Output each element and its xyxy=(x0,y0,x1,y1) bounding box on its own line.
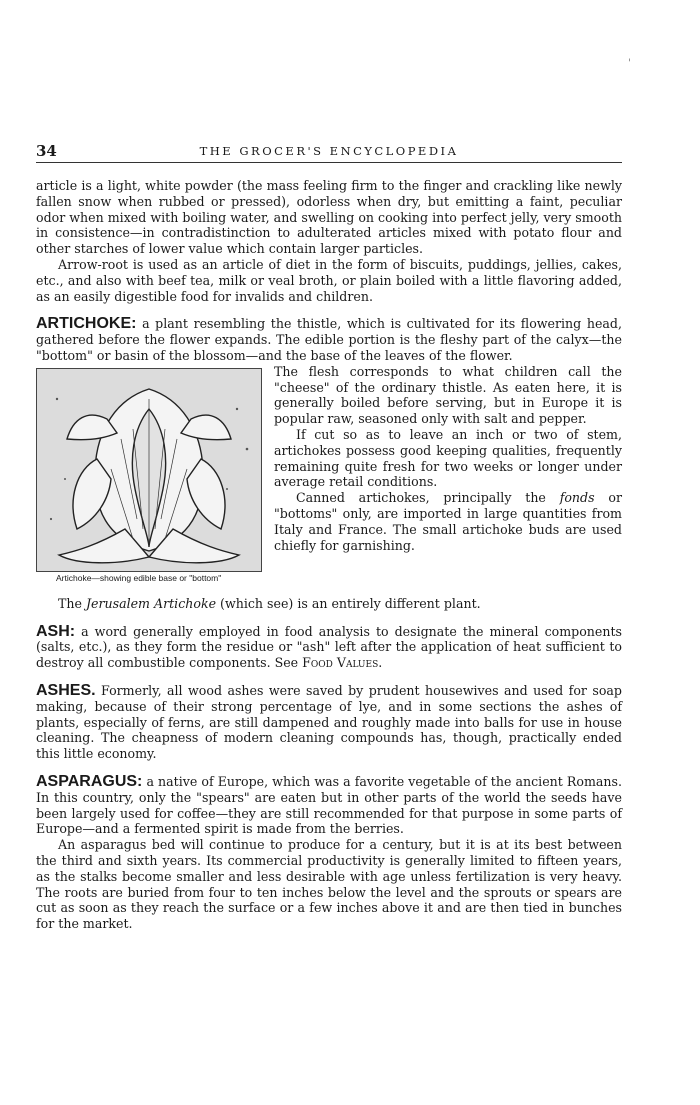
entry-ashes xyxy=(36,683,622,762)
cross-reference: Food Values. xyxy=(302,655,383,671)
entry-asparagus xyxy=(36,774,622,932)
entry-artichoke xyxy=(36,316,622,611)
artichoke-paragraph-2: The flesh corresponds to what children call the "cheese" of the ordinary thistle. As eaten here, it is generally boiled before serving, but in Europe it is popular raw, seasoned only with salt and pepper. xyxy=(274,363,622,427)
corner-mark: ' xyxy=(628,58,631,69)
artichoke-paragraph-1: a plant resembling the thistle, which is cultivated for its flowering head, gathered before the flower expands. The edible portion is the fleshy part of the calyx—the "bottom" or basin of the blossom—and the base of the leaves of the flower. xyxy=(36,316,622,363)
artichoke-intro xyxy=(36,316,622,363)
artichoke-illustration xyxy=(36,368,262,572)
text-run: (which see) is an entirely different plant. xyxy=(216,595,481,611)
figure-caption: Artichoke—showing edible base or "bottom" xyxy=(56,572,222,583)
text-run: The xyxy=(58,595,86,611)
artichoke-figure xyxy=(36,368,262,588)
page-body xyxy=(36,178,622,932)
italic-term: fonds xyxy=(559,490,595,506)
asparagus-paragraph-2: An asparagus bed will continue to produce for a century, but it is at its best between the third and sixth years. Its commercial productivity is generally limited to fifteen years, as the stalks become smaller and less desirable with age unless fertilization is very heavy. The roots are buried from four to ten inches below the level and the sprouts or spears are cut as soon as they reach the surface or a few inches above it and are then tied in bunches for the market. xyxy=(36,837,622,932)
text-run: Formerly, all wood ashes were saved by prudent housewives and used for soap making, because of their strong percentage of lye, and in some sections the ashes of plants, especially of ferns, are still dampened and roughly made into balls for use in house cleaning. The cheapness of modern cleaning compounds has, though, practically ended this little economy. xyxy=(36,682,622,762)
page-number: 34 xyxy=(36,142,57,160)
artichoke-figure-block xyxy=(36,364,622,590)
page-header xyxy=(36,142,622,163)
cross-reference: Jerusalem Artichoke xyxy=(85,595,217,611)
entry-heading: ASHES. xyxy=(36,681,96,699)
entry-heading: ASPARAGUS: xyxy=(36,772,143,790)
asparagus-paragraph-1 xyxy=(36,774,622,837)
running-head: THE GROCER'S ENCYCLOPEDIA xyxy=(199,144,459,158)
arrowroot-paragraph-2: Arrow-root is used as an article of diet in the form of biscuits, puddings, jellies, cakes, etc., and also with beef tea, milk or veal broth, or plain boiled with a little flavoring added, as an easily digestible food for invalids and children. xyxy=(36,256,622,304)
entry-heading: ARTICHOKE: xyxy=(36,315,137,333)
text-run: a native of Europe, which was a favorite vegetable of the ancient Romans. In this country, only the "spears" are eaten but in other parts of the world the seeds have been largely used for coffee—they are still recommended for that purpose in some parts of Europe—and a fermented spirit is made from the berries. xyxy=(36,773,622,837)
ash-paragraph xyxy=(36,624,622,671)
text-run: a word generally employed in food analysis to designate the mineral components (salts, etc.), as they form the residue or "ash" left after the application of heat sufficient to destroy all combustible components. See xyxy=(36,623,622,671)
arrowroot-paragraph-1: article is a light, white powder (the mass feeling firm to the finger and crackling like newly fallen snow when rubbed or pressed), odorless when dry, but emitting a faint, peculiar odor when mixed with boiling water, and swelling on cooking into perfect jelly, very smooth in consistence—in contradistinction to adulterated articles mixed with potato flour and other starches of lower value which contain larger particles. xyxy=(36,178,622,257)
entry-heading: ASH: xyxy=(36,622,76,640)
artichoke-paragraph-3: If cut so as to leave an inch or two of stem, artichokes possess good keeping qualities, frequently remaining quite fresh for two weeks or longer under average retail conditions. xyxy=(274,426,622,490)
text-run: Canned artichokes, principally the xyxy=(296,490,560,506)
artichoke-paragraph-5 xyxy=(36,596,622,612)
artichoke-drawing xyxy=(37,369,261,571)
text-run: or "bottoms" only, are imported in large quantities from Italy and France. The small artichoke buds are used chiefly for garnishing. xyxy=(274,490,622,553)
ashes-paragraph xyxy=(36,683,622,762)
entry-ash xyxy=(36,624,622,671)
